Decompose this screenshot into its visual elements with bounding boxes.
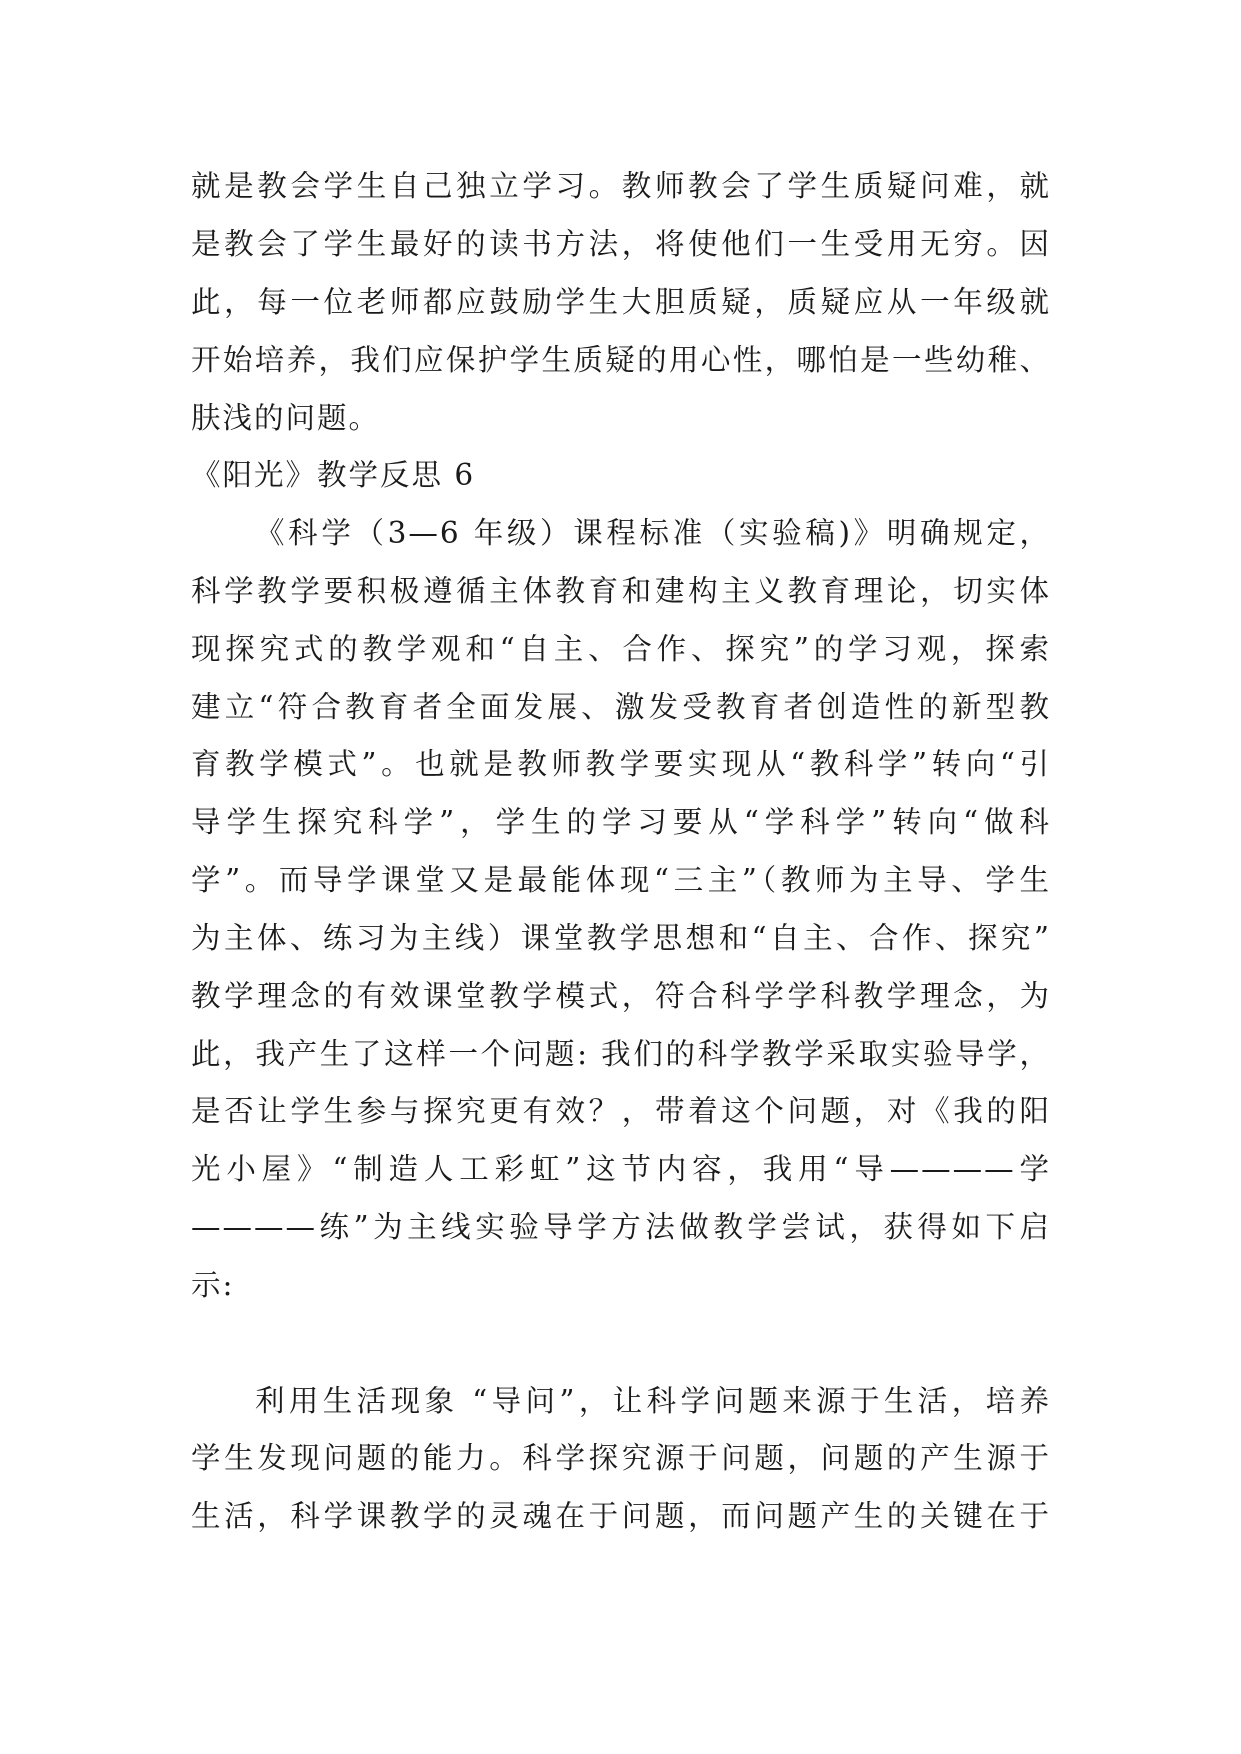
paragraph-2-line-7: 学”。而导学课堂又是最能体现“三主”（教师为主导、学生 xyxy=(191,863,1051,897)
paragraph-2-line-8: 为主体、练习为主线）课堂教学思想和“自主、合作、探究” xyxy=(191,921,1051,955)
paragraph-1-line-3: 此，每一位老师都应鼓励学生大胆质疑，质疑应从一年级就 xyxy=(191,285,1051,319)
paragraph-1-line-4: 开始培养，我们应保护学生质疑的用心性，哪怕是一些幼稚、 xyxy=(191,343,1051,377)
paragraph-2-line-12: 光小屋》“制造人工彩虹”这节内容，我用“导————学 xyxy=(191,1152,1051,1186)
paragraph-2-line-3: 现探究式的教学观和“自主、合作、探究”的学习观，探索 xyxy=(191,632,1051,666)
paragraph-2-line-11: 是否让学生参与探究更有效？，带着这个问题，对《我的阳 xyxy=(191,1094,1051,1128)
paragraph-3-line-1: 利用生活现象 “导问”，让科学问题来源于生活，培养 xyxy=(255,1384,1051,1418)
paragraph-2-line-2: 科学教学要积极遵循主体教育和建构主义教育理论，切实体 xyxy=(191,574,1051,608)
paragraph-3-line-2: 学生发现问题的能力。科学探究源于问题，问题的产生源于 xyxy=(191,1441,1051,1475)
paragraph-2-line-9: 教学理念的有效课堂教学模式，符合科学学科教学理念，为 xyxy=(191,979,1051,1013)
paragraph-1-line-5: 肤浅的问题。 xyxy=(191,401,381,435)
paragraph-2-line-14: 示: xyxy=(191,1268,235,1302)
paragraph-1-line-1: 就是教会学生自己独立学习。教师教会了学生质疑问难，就 xyxy=(191,169,1051,203)
paragraph-2-line-13: ————练”为主线实验导学方法做教学尝试，获得如下启 xyxy=(191,1210,1051,1244)
paragraph-2-line-6: 导学生探究科学”，学生的学习要从“学科学”转向“做科 xyxy=(191,805,1051,839)
paragraph-2-line-4: 建立“符合教育者全面发展、激发受教育者创造性的新型教 xyxy=(191,690,1051,724)
paragraph-2-line-5: 育教学模式”。也就是教师教学要实现从“教科学”转向“引 xyxy=(191,747,1051,781)
section-title: 《阳光》教学反思 6 xyxy=(191,458,476,492)
paragraph-2-line-10: 此，我产生了这样一个问题: 我们的科学教学采取实验导学， xyxy=(191,1037,1051,1071)
paragraph-3-line-3: 生活，科学课教学的灵魂在于问题，而问题产生的关键在于 xyxy=(191,1499,1051,1533)
paragraph-2-line-1: 《科学（3—6 年级）课程标准（实验稿)》明确规定， xyxy=(255,516,1051,550)
paragraph-1-line-2: 是教会了学生最好的读书方法，将使他们一生受用无穷。因 xyxy=(191,227,1051,261)
